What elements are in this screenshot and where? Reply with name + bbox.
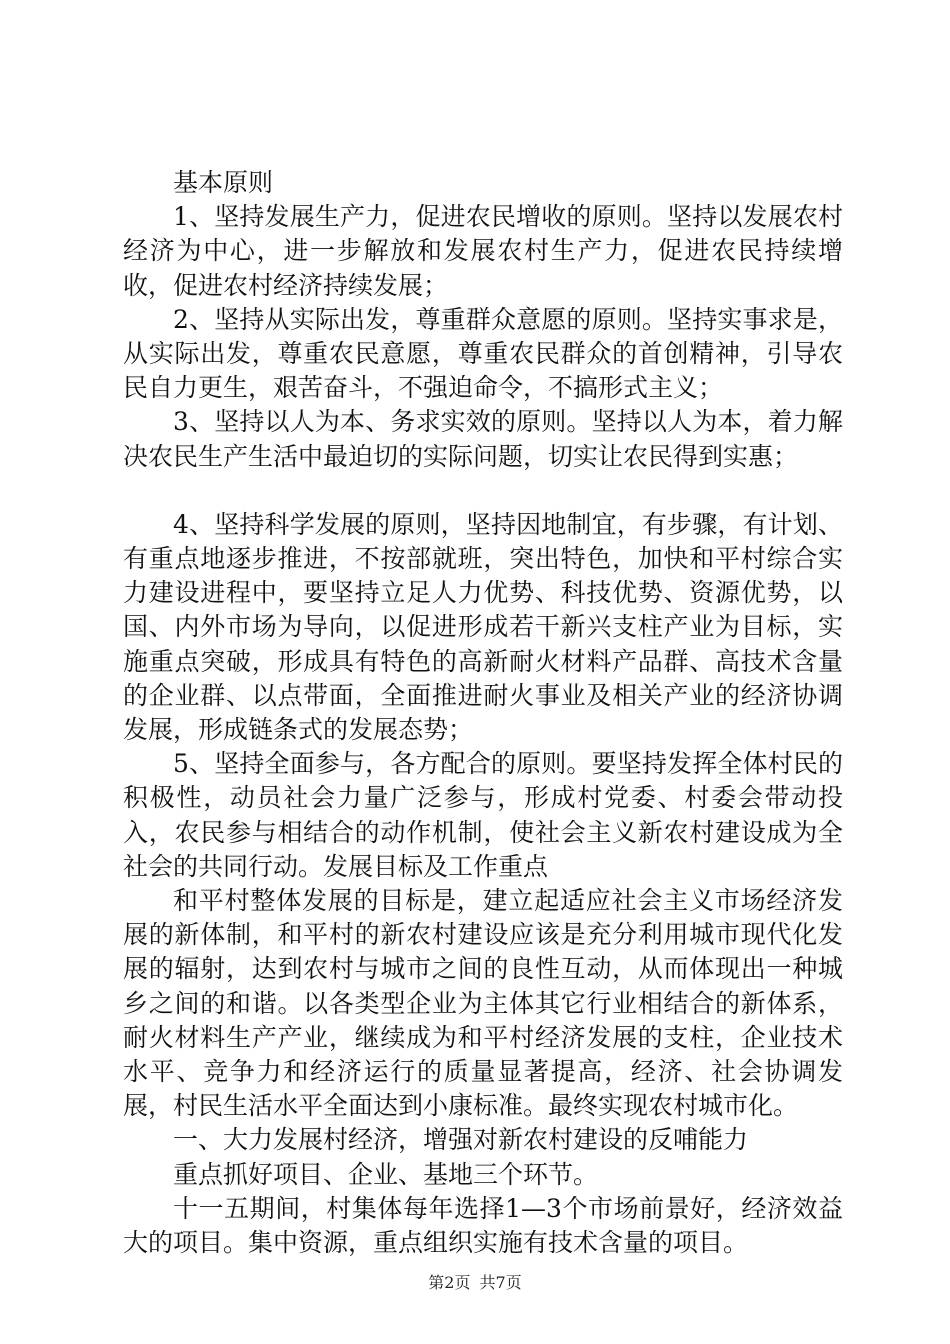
paragraph: 重点抓好项目、企业、基地三个环节。	[173, 1159, 599, 1189]
paragraph: 十一五期间，村集体每年选择1—3个市场前景好，经济效益大的项目。集中资源，重点组织实施有技术含量的项目。	[123, 1193, 843, 1258]
paragraph: 1、坚持发展生产力，促进农民增收的原则。坚持以发展农村经济为中心，进一步解放和发展农村生产力，促进农民持续增收，促进农村经济持续发展；	[123, 202, 843, 300]
paragraph: 2、坚持从实际出发，尊重群众意愿的原则。坚持实事求是，从实际出发，尊重农民意愿，尊重农民群众的首创精神，引导农民自力更生，艰苦奋斗，不强迫命令，不搞形式主义；	[123, 304, 843, 403]
paragraph: 3、坚持以人为本、务求实效的原则。坚持以人为本，着力解决农民生产生活中最迫切的实际问题，切实让农民得到实惠；	[123, 407, 843, 471]
current-page-number: 第2页	[428, 1273, 471, 1292]
section-heading: 基本原则	[173, 168, 274, 197]
paragraph: 5、坚持全面参与，各方配合的原则。要坚持发挥全体村民的积极性，动员社会力量广泛参与，形成村党委、村委会带动投入，农民参与相结合的动作机制，使社会主义新农村建设成为全社会的共同行动。发展目标及工作重点	[123, 749, 843, 881]
page-footer	[0, 1270, 950, 1293]
section-heading: 一、大力发展村经济，增强对新农村建设的反哺能力	[173, 1125, 749, 1155]
total-page-count: 共7页	[479, 1273, 522, 1292]
paragraph: 和平村整体发展的目标是，建立起适应社会主义市场经济发展的新体制，和平村的新农村建设应该是充分利用城市现代化发展的辐射，达到农村与城市之间的良性互动，从而体现出一种城乡之间的和谐。以各类型企业为主体其它行业相结合的新体系，耐火材料生产产业，继续成为和平村经济发展的支柱，企业技术水平、竞争力和经济运行的质量显著提高，经济、社会协调发展，村民生活水平全面达到小康标准。最终实现农村城市化。	[123, 886, 843, 1121]
document-body	[123, 166, 843, 1260]
paragraph: 4、坚持科学发展的原则，坚持因地制宜，有步骤，有计划、有重点地逐步推进，不按部就班，突出特色，加快和平村综合实力建设进程中，要坚持立足人力优势、科技优势、资源优势，以国、内外市场为导向，以促进形成若干新兴支柱产业为目标，实施重点突破，形成具有特色的高新耐火材料产品群、高技术含量的企业群、以点带面，全面推进耐火事业及相关产业的经济协调发展，形成链条式的发展态势；	[123, 509, 843, 745]
